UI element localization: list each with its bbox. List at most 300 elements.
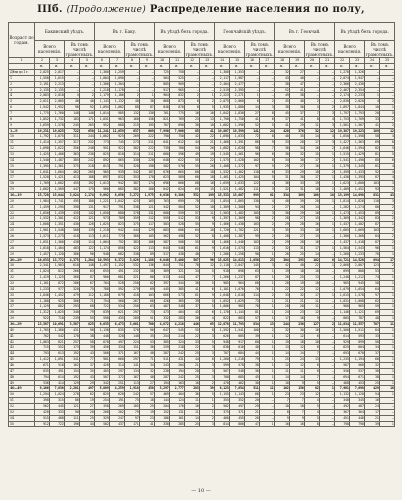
age-cell: 30 [9, 263, 35, 269]
value-cell: 1,641 [35, 169, 50, 175]
value-cell: — [320, 280, 335, 286]
age-cell: 3 [9, 87, 35, 93]
age-cell: 23 [9, 216, 35, 222]
value-cell: 1 [260, 339, 275, 345]
value-cell: 17 [275, 316, 290, 322]
value-cell: 2 [80, 93, 95, 99]
value-cell: 19 [305, 181, 320, 187]
value-cell: 28 [275, 216, 290, 222]
value-cell: 6 [260, 169, 275, 175]
value-cell: 1,170 [215, 310, 230, 316]
value-cell: 314 [110, 362, 125, 368]
value-cell: 20 [185, 368, 200, 374]
value-cell: 37 [80, 362, 95, 368]
value-cell: — [65, 87, 80, 93]
value-cell: 68 [185, 181, 200, 187]
value-cell: 1 [320, 187, 335, 193]
value-cell: 1,063 [35, 339, 50, 345]
value-cell: 55 [185, 239, 200, 245]
value-cell: 9 [305, 316, 320, 322]
value-cell: 398 [35, 398, 50, 404]
value-cell: 1 [380, 251, 395, 257]
value-cell: 1,753 [335, 116, 350, 122]
value-cell: 41 [185, 286, 200, 292]
value-cell: 14,520 [350, 257, 365, 263]
age-cell: 33 [9, 280, 35, 286]
value-cell: 1,600 [350, 181, 365, 187]
value-cell: 7,990 [155, 128, 170, 134]
value-cell: 8,635 [95, 321, 110, 327]
age-cell: 10 [9, 134, 35, 140]
value-cell: 1,237 [230, 275, 245, 281]
value-cell: 34 [365, 345, 380, 351]
value-cell: 67 [80, 280, 95, 286]
value-cell: 329 [95, 415, 110, 421]
age-cell: 30—39 [9, 321, 35, 327]
page-title [6, 4, 396, 18]
value-cell: 700 [170, 146, 185, 152]
value-cell: 1 [380, 351, 395, 357]
value-cell: 1,594 [350, 146, 365, 152]
unit-cell: м. [35, 64, 50, 70]
value-cell: 1,459 [35, 204, 50, 210]
value-cell: 676 [155, 169, 170, 175]
value-cell: 12 [320, 128, 335, 134]
value-cell: 897 [95, 175, 110, 181]
value-cell: 236 [290, 321, 305, 327]
value-cell: 1,685 [335, 228, 350, 234]
value-cell: 87 [140, 105, 155, 111]
value-cell: 321 [125, 275, 140, 281]
value-cell: 11 [260, 386, 275, 392]
value-cell: 1,532 [215, 169, 230, 175]
age-cell: 18 [9, 181, 35, 187]
value-cell: 18 [140, 398, 155, 404]
value-cell: 6,473 [110, 321, 125, 327]
value-cell: 2 [380, 116, 395, 122]
value-cell: 1,558 [35, 75, 50, 81]
value-cell: 30 [290, 175, 305, 181]
value-cell: 1,942 [35, 105, 50, 111]
subheader-literate: Въ томъ числѣ грамотныхъ. [125, 41, 154, 57]
value-cell: 508 [65, 228, 80, 234]
value-cell: 171 [80, 116, 95, 122]
value-cell: 1,865 [230, 198, 245, 204]
value-cell: 76 [245, 286, 260, 292]
value-cell: 32 [290, 152, 305, 158]
value-cell: 624 [170, 187, 185, 193]
unit-cell: ж. [80, 64, 95, 70]
value-cell: 773 [95, 140, 110, 146]
value-cell: 1,121 [350, 310, 365, 316]
value-cell: 342 [125, 169, 140, 175]
value-cell: 18 [290, 339, 305, 345]
value-cell: 793 [35, 351, 50, 357]
value-cell: 750 [170, 134, 185, 140]
value-cell: 552 [50, 345, 65, 351]
value-cell: 495 [65, 198, 80, 204]
age-cell: 51 [9, 398, 35, 404]
value-cell: 648 [155, 157, 170, 163]
value-cell: 15 [200, 198, 215, 204]
value-cell: 7,036 [50, 386, 65, 392]
value-cell: 60 [185, 169, 200, 175]
value-cell: 54 [365, 392, 380, 398]
value-cell: 420 [35, 409, 50, 415]
value-cell: 894 [365, 257, 380, 263]
value-cell: 11,557 [350, 321, 365, 327]
value-cell: 14 [305, 134, 320, 140]
value-cell: 187 [140, 169, 155, 175]
value-cell: 2 [200, 403, 215, 409]
value-cell: 2 [320, 157, 335, 163]
unit-cell: м. [335, 64, 350, 70]
value-cell: 788 [95, 286, 110, 292]
value-cell: 194 [155, 380, 170, 386]
value-cell: 121 [65, 403, 80, 409]
value-cell: 1,520 [35, 175, 50, 181]
value-cell: 2,007 [350, 263, 365, 269]
value-cell: 25 [365, 380, 380, 386]
value-cell: — [125, 81, 140, 87]
value-cell: 1 [320, 210, 335, 216]
value-cell: 10 [305, 339, 320, 345]
value-cell: 707 [215, 351, 230, 357]
value-cell: 6,636 [155, 193, 170, 199]
value-cell: 79 [80, 310, 95, 316]
value-cell: 1,300 [230, 204, 245, 210]
unit-cell: ж. [320, 64, 335, 70]
value-cell: 23 [290, 310, 305, 316]
value-cell: 38 [290, 93, 305, 99]
unit-cell: ж. [170, 64, 185, 70]
value-cell: 87 [80, 275, 95, 281]
value-cell: 58 [365, 134, 380, 140]
value-cell: 534 [110, 304, 125, 310]
value-cell: 426 [155, 298, 170, 304]
value-cell: 2,174 [335, 93, 350, 99]
value-cell: 20 [275, 304, 290, 310]
value-cell: 438 [65, 239, 80, 245]
value-cell: 404 [170, 392, 185, 398]
census-table [8, 22, 395, 427]
subheader-literate: Въ томъ числѣ грамотныхъ. [305, 41, 334, 57]
value-cell: 1,300 [95, 70, 110, 76]
value-cell: 10,691 [50, 321, 65, 327]
value-cell: 775 [110, 234, 125, 240]
age-cell: 17 [9, 175, 35, 181]
value-cell: 111 [65, 415, 80, 421]
value-cell: 3 [320, 140, 335, 146]
value-cell: 31 [290, 245, 305, 251]
value-cell: 637 [125, 128, 140, 134]
unit-cell: ж. [200, 64, 215, 70]
value-cell: 587 [335, 362, 350, 368]
value-cell: 5,809 [95, 386, 110, 392]
value-cell: 69 [365, 310, 380, 316]
value-cell: 7,854 [230, 386, 245, 392]
age-cell: 4 [9, 93, 35, 99]
value-cell: 19,387 [335, 128, 350, 134]
value-cell: 32 [275, 327, 290, 333]
value-cell: 39 [245, 333, 260, 339]
value-cell: 5 [200, 304, 215, 310]
value-cell: 163 [170, 380, 185, 386]
value-cell: 536 [35, 380, 50, 386]
value-cell: 1,395 [350, 175, 365, 181]
value-cell: 1,143 [95, 99, 110, 105]
value-cell: 57 [140, 392, 155, 398]
value-cell: 14 [275, 374, 290, 380]
value-cell: 3 [380, 181, 395, 187]
age-cell: 8 [9, 116, 35, 122]
value-cell: 359 [125, 216, 140, 222]
value-cell: 4 [305, 105, 320, 111]
value-cell: 36 [275, 146, 290, 152]
value-cell: 1 [380, 298, 395, 304]
column-number: 9 [140, 58, 155, 64]
value-cell: 2 [125, 93, 140, 99]
unit-cell: м. [155, 64, 170, 70]
value-cell: 70 [185, 198, 200, 204]
value-cell: 447 [65, 187, 80, 193]
age-cell: 48 [9, 374, 35, 380]
value-cell: 10 [365, 105, 380, 111]
value-cell: 16 [305, 239, 320, 245]
value-cell: 162 [275, 386, 290, 392]
value-cell: 142 [80, 210, 95, 216]
value-cell: 4 [260, 198, 275, 204]
value-cell: 353 [125, 175, 140, 181]
value-cell: 222 [140, 146, 155, 152]
value-cell: — [320, 234, 335, 240]
value-cell: 431 [170, 357, 185, 363]
value-cell: 825 [95, 392, 110, 398]
value-cell: 1,602 [50, 181, 65, 187]
value-cell: 5 [380, 111, 395, 117]
age-cell: 15 [9, 163, 35, 169]
value-cell: 12 [305, 392, 320, 398]
age-cell: 1—9 [9, 128, 35, 134]
value-cell: 38 [365, 374, 380, 380]
value-cell: 5 [380, 152, 395, 158]
district-header: Въ г. Баку. [95, 23, 155, 41]
value-cell: 2,777 [170, 386, 185, 392]
value-cell: 912 [35, 421, 50, 427]
value-cell: 28 [290, 222, 305, 228]
value-cell: 328 [110, 333, 125, 339]
value-cell: 518 [50, 362, 65, 368]
value-cell: — [320, 204, 335, 210]
value-cell: 32 [275, 70, 290, 76]
value-cell: 3 [200, 351, 215, 357]
age-cell: 25 [9, 228, 35, 234]
value-cell: — [320, 275, 335, 281]
value-cell: 2 [380, 210, 395, 216]
value-cell: 1,233 [350, 251, 365, 257]
value-cell: 320 [125, 163, 140, 169]
value-cell: 1,301 [50, 216, 65, 222]
value-cell: 1,429 [350, 152, 365, 158]
value-cell: 4 [380, 175, 395, 181]
value-cell: 6,388 [170, 193, 185, 199]
value-cell: 382 [125, 187, 140, 193]
value-cell: 2 [380, 187, 395, 193]
value-cell: 566 [350, 362, 365, 368]
age-cell: Дѣти до 1 г. [9, 70, 35, 76]
value-cell: 1 [320, 198, 335, 204]
value-cell: 666 [155, 292, 170, 298]
value-cell: 41 [290, 87, 305, 93]
value-cell: 2,030 [335, 99, 350, 105]
value-cell: 1 [260, 304, 275, 310]
value-cell: 1,132 [335, 392, 350, 398]
value-cell: 2 [380, 204, 395, 210]
value-cell: — [365, 81, 380, 87]
value-cell: 885 [155, 81, 170, 87]
value-cell: — [260, 81, 275, 87]
value-cell: 27 [290, 216, 305, 222]
value-cell: — [320, 269, 335, 275]
value-cell: 1,402 [350, 222, 365, 228]
value-cell: 2,271 [230, 93, 245, 99]
value-cell: 1,487 [50, 157, 65, 163]
value-cell: 1 [380, 362, 395, 368]
value-cell: 1,880 [230, 105, 245, 111]
value-cell: 38 [80, 333, 95, 339]
value-cell: 1,741 [50, 198, 65, 204]
value-cell: 1,466 [215, 222, 230, 228]
value-cell: 670 [350, 351, 365, 357]
value-cell: 29 [275, 239, 290, 245]
value-cell: 79 [245, 357, 260, 363]
column-number: 10 [155, 58, 170, 64]
value-cell: 702 [35, 333, 50, 339]
value-cell: 1,984 [35, 198, 50, 204]
value-cell: 1 [260, 333, 275, 339]
value-cell: 6 [380, 140, 395, 146]
value-cell: — [320, 339, 335, 345]
value-cell: 582 [95, 421, 110, 427]
value-cell: 1,054 [350, 286, 365, 292]
value-cell: 110 [365, 198, 380, 204]
value-cell: 3 [260, 105, 275, 111]
value-cell: 10 [275, 380, 290, 386]
value-cell: 85 [365, 157, 380, 163]
value-cell: 315 [50, 398, 65, 404]
value-cell: 170 [140, 175, 155, 181]
value-cell: 473 [155, 310, 170, 316]
value-cell: 103 [245, 222, 260, 228]
value-cell: 1,659 [35, 122, 50, 128]
value-cell: 24 [275, 310, 290, 316]
value-cell: 1,732 [50, 116, 65, 122]
value-cell: 7 [305, 111, 320, 117]
value-cell: 6,040 [155, 257, 170, 263]
value-cell: 366 [125, 234, 140, 240]
value-cell: 792 [110, 239, 125, 245]
value-cell: 922 [110, 146, 125, 152]
value-cell: 511 [155, 357, 170, 363]
district-header: Въ уѣздѣ безъ города. [155, 23, 215, 41]
subheader-literate: Въ томъ числѣ грамотныхъ. [65, 41, 94, 57]
value-cell: 44 [80, 421, 95, 427]
value-cell: 1 [320, 181, 335, 187]
value-cell: 144 [155, 398, 170, 404]
value-cell: 36 [185, 280, 200, 286]
value-cell: 2 [320, 105, 335, 111]
value-cell: 1,372 [230, 163, 245, 169]
value-cell: 834 [245, 321, 260, 327]
value-cell: 121 [245, 228, 260, 234]
value-cell: 1 [380, 380, 395, 386]
value-cell: 965 [335, 280, 350, 286]
value-cell: 15,044 [50, 193, 65, 199]
value-cell: 1 [380, 304, 395, 310]
value-cell: 444 [125, 228, 140, 234]
value-cell: 68 [245, 280, 260, 286]
age-cell: 13 [9, 152, 35, 158]
value-cell: 45 [275, 111, 290, 117]
value-cell: 174 [140, 181, 155, 187]
value-cell: 1,120 [350, 392, 365, 398]
value-cell: 641 [155, 140, 170, 146]
value-cell: 604 [350, 345, 365, 351]
value-cell: 1,633 [230, 181, 245, 187]
value-cell: 1 [320, 163, 335, 169]
value-cell: 129 [140, 228, 155, 234]
value-cell: 1,852 [35, 116, 50, 122]
value-cell: 19 [200, 152, 215, 158]
value-cell: 34 [185, 269, 200, 275]
value-cell: 21 [275, 298, 290, 304]
value-cell: 810 [110, 152, 125, 158]
age-cell: 43 [9, 345, 35, 351]
value-cell: — [365, 75, 380, 81]
value-cell: 113 [125, 380, 140, 386]
value-cell: 170 [65, 333, 80, 339]
value-cell: 1 [260, 368, 275, 374]
column-number: 14 [215, 58, 230, 64]
value-cell: 16 [305, 327, 320, 333]
value-cell: 191 [110, 398, 125, 404]
value-cell: 977 [50, 286, 65, 292]
value-cell: 1,560 [335, 327, 350, 333]
district-header: Въ г. Геокчай. [275, 23, 335, 41]
value-cell: 86 [245, 140, 260, 146]
age-cell: 11 [9, 140, 35, 146]
value-cell: 104 [245, 175, 260, 181]
value-cell: 3 [200, 368, 215, 374]
value-cell: — [260, 415, 275, 421]
value-cell: 642 [155, 187, 170, 193]
value-cell: 4,872 [155, 321, 170, 327]
age-cell: 40 [9, 327, 35, 333]
value-cell: 33 [275, 292, 290, 298]
value-cell: 593 [350, 333, 365, 339]
age-cell: 44 [9, 351, 35, 357]
value-cell: 32 [365, 362, 380, 368]
value-cell: 1,218 [230, 357, 245, 363]
value-cell: 556 [335, 368, 350, 374]
value-cell: 19,807 [215, 128, 230, 134]
value-cell: 20 [365, 111, 380, 117]
column-number: 4 [65, 58, 80, 64]
value-cell: 14,698 [350, 193, 365, 199]
value-cell: 985 [230, 304, 245, 310]
value-cell: 587 [155, 239, 170, 245]
value-cell: 775 [170, 111, 185, 117]
